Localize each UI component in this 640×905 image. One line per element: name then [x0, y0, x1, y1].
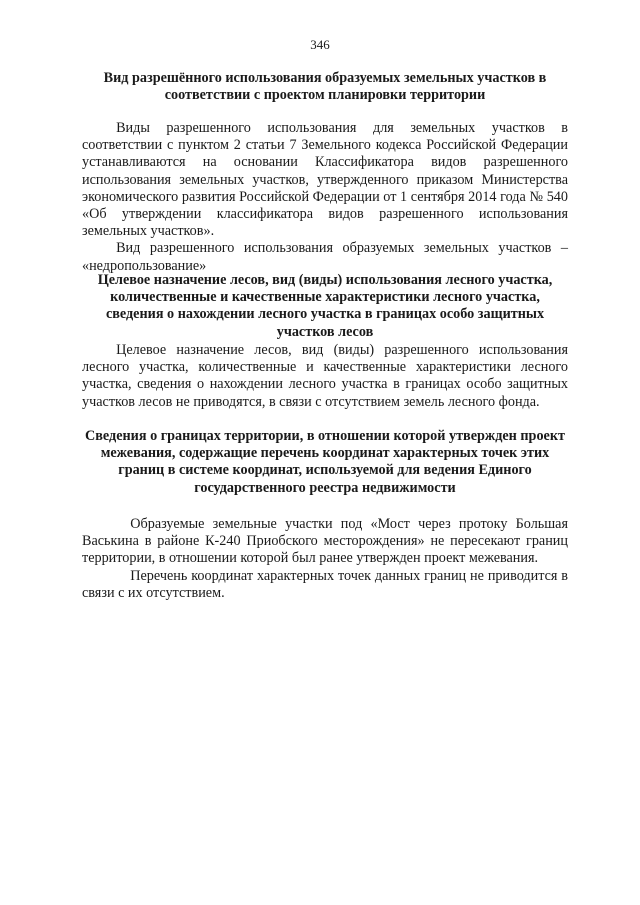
- paragraph: Вид разрешенного использования образуемых земельных участков – «недропользование»: [82, 240, 568, 274]
- paragraph: Целевое назначение лесов, вид (виды) разрешенного использования лесного участка, количественные и качественные характеристики лесного участка, сведения о нахождении лесного участка в границах особо защитных участков лесов не приводятся, в связи с отсутствием земель лесного фонда.: [82, 342, 568, 410]
- paragraph: Виды разрешенного использования для земельных участков в соответствии с пунктом 2 статьи 7 Земельного кодекса Российской Федерации устанавливаются на основании Классификатора видов разрешенного использования земельных участков, утвержденного приказом Министерства экономического развития Российской Федерации от 1 сентября 2014 года № 540 «Об утверждении классификатора видов разрешенного использования земельных участков».: [82, 120, 568, 240]
- section-body-forest-purpose: [82, 342, 568, 411]
- page-number: 346: [310, 37, 330, 52]
- section-heading-land-use: Вид разрешённого использования образуемых земельных участков в соответствии с проектом планировки территории: [103, 70, 547, 104]
- section-body-territory-boundaries: [82, 516, 568, 602]
- section-heading-forest-purpose: Целевое назначение лесов, вид (виды) использования лесного участка, количественные и качественные характеристики лесного участка, сведения о нахождении лесного участка в границах особо защитных участков лесов: [97, 272, 553, 340]
- paragraph: Перечень координат характерных точек данных границ не приводится в связи с их отсутствием.: [82, 567, 568, 601]
- section-heading-territory-boundaries: Сведения о границах территории, в отношении которой утвержден проект межевания, содержащие перечень координат характерных точек этих границ в системе координат, используемой для ведения Единого государственного реестра недвижимости: [85, 428, 565, 496]
- section-body-land-use: [82, 120, 568, 275]
- paragraph: Образуемые земельные участки под «Мост через протоку Большая Васькина в районе К-240 Приобского месторождения» не пересекают границ территории, в отношении которой был ранее утвержден проект межевания.: [82, 516, 568, 567]
